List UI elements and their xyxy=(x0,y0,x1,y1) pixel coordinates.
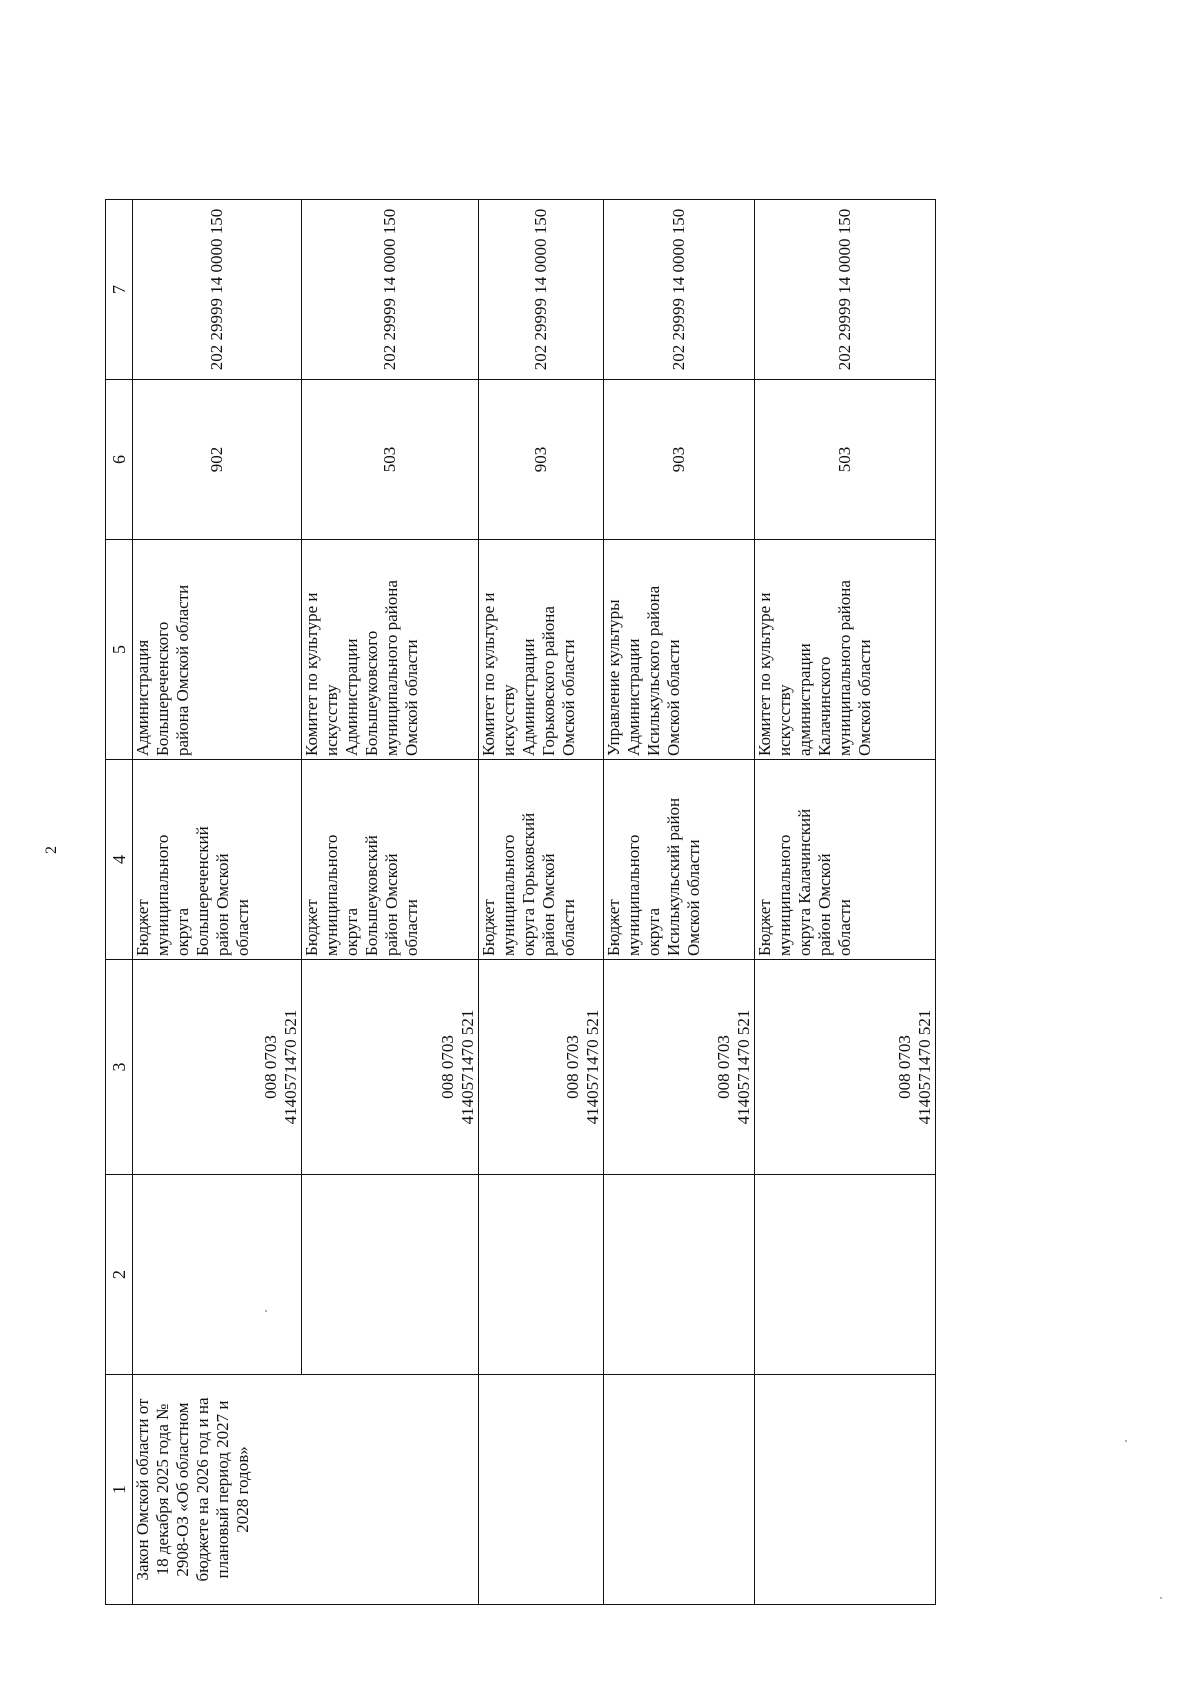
budget-classification-code: 008 0703 4140571470 521 xyxy=(755,960,936,1175)
recipient-cell: Комитет по культуре и искусству администрации Калачинского муниципального района Омской области xyxy=(755,540,936,760)
header-cell-4: 4 xyxy=(106,760,133,960)
page-number: 2 xyxy=(43,846,60,854)
budget-name-cell: Бюджет муниципального округа Большереченский район Омской области xyxy=(133,760,302,960)
administrator-code-cell: 903 xyxy=(479,380,604,540)
column2-cell xyxy=(302,1175,479,1375)
table-row xyxy=(302,200,479,1605)
column2-cell xyxy=(479,1175,604,1375)
budget-classification-code: 008 0703 4140571470 521 xyxy=(479,960,604,1175)
recipient-cell: Комитет по культуре и искусству Администрации Большеуковского муниципального района Омской области xyxy=(302,540,479,760)
scan-speck xyxy=(1160,1597,1162,1599)
recipient-cell: Администрация Большереченского района Омской области xyxy=(133,540,302,760)
law-reference-cell-continued xyxy=(604,1375,755,1605)
budget-name-cell: Бюджет муниципального округа Калачинский район Омской области xyxy=(755,760,936,960)
administrator-code-cell: 503 xyxy=(755,380,936,540)
header-cell-7: 7 xyxy=(106,200,133,380)
income-code-cell: 202 29999 14 0000 150 xyxy=(479,200,604,380)
scan-speck xyxy=(265,1310,267,1312)
law-reference-cell-continued xyxy=(302,1375,479,1605)
recipient-cell: Управление культуры Администрации Исилькульского района Омской области xyxy=(604,540,755,760)
budget-classification-code: 008 0703 4140571470 521 xyxy=(302,960,479,1175)
law-reference-cell-continued xyxy=(755,1375,936,1605)
column2-cell xyxy=(755,1175,936,1375)
administrator-code-cell: 503 xyxy=(302,380,479,540)
law-reference-cell: Закон Омской области от 18 декабря 2025 года № 2908-ОЗ «Об областном бюджете на 2026 год и на плановый период 2027 и 2028 годов» xyxy=(133,1375,302,1605)
header-cell-1: 1 xyxy=(106,1375,133,1605)
law-reference-cell-continued xyxy=(479,1375,604,1605)
column2-cell xyxy=(604,1175,755,1375)
table-header-row xyxy=(106,200,133,1605)
header-cell-3: 3 xyxy=(106,960,133,1175)
income-code-cell: 202 29999 14 0000 150 xyxy=(604,200,755,380)
table-row xyxy=(133,200,302,1605)
table-row xyxy=(604,200,755,1605)
administrator-code-cell: 902 xyxy=(133,380,302,540)
header-cell-5: 5 xyxy=(106,540,133,760)
scan-speck xyxy=(1125,1440,1127,1442)
income-code-cell: 202 29999 14 0000 150 xyxy=(302,200,479,380)
administrator-code-cell: 903 xyxy=(604,380,755,540)
budget-classification-code: 008 0703 4140571470 521 xyxy=(133,960,302,1175)
income-code-cell: 202 29999 14 0000 150 xyxy=(755,200,936,380)
header-cell-2: 2 xyxy=(106,1175,133,1375)
recipient-cell: Комитет по культуре и искусству Администрации Горьковского района Омской области xyxy=(479,540,604,760)
header-cell-6: 6 xyxy=(106,380,133,540)
column2-cell xyxy=(133,1175,302,1375)
budget-name-cell: Бюджет муниципального округа Исилькульский район Омской области xyxy=(604,760,755,960)
table-row xyxy=(755,200,936,1605)
income-code-cell: 202 29999 14 0000 150 xyxy=(133,200,302,380)
budget-name-cell: Бюджет муниципального округа Горьковский район Омской области xyxy=(479,760,604,960)
budget-classification-code: 008 0703 4140571470 521 xyxy=(604,960,755,1175)
budget-name-cell: Бюджет муниципального округа Большеуковский район Омской области xyxy=(302,760,479,960)
budget-table xyxy=(105,199,936,1605)
rotated-table-container xyxy=(105,200,945,1605)
table-row xyxy=(479,200,604,1605)
